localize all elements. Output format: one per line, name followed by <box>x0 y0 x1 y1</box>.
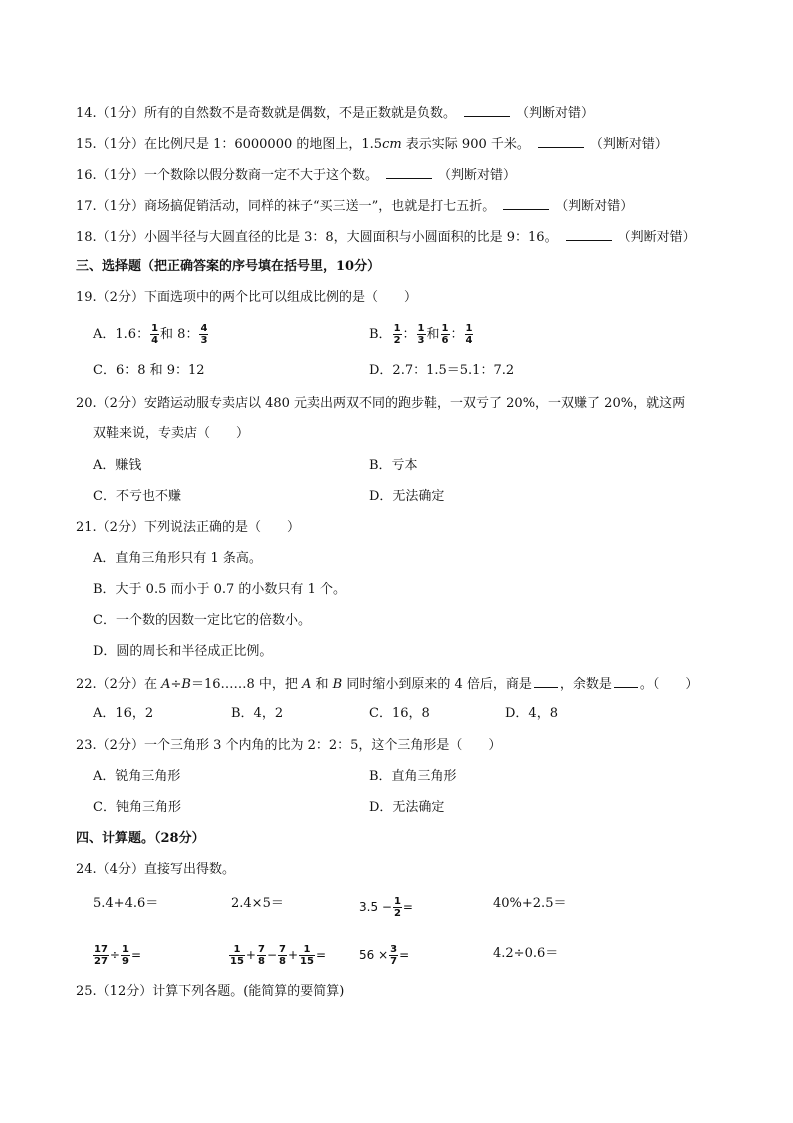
denominator: 8 <box>279 956 286 967</box>
remainder-blank[interactable] <box>614 675 638 688</box>
answer-blank[interactable] <box>566 228 612 241</box>
numerator: 1 <box>417 323 425 334</box>
fraction <box>299 944 315 967</box>
fraction <box>389 944 398 967</box>
question-text: 15.（1分）在比例尺是 1：6000000 的地图上，1.5 <box>76 137 383 152</box>
fraction <box>278 944 287 967</box>
question-text-tail: 表示实际 900 千米。 <box>401 137 530 152</box>
question-25: 25.（12分）计算下列各题。(能简算的要简算) <box>76 984 345 999</box>
option-20a[interactable]: A．赚钱 <box>93 458 142 473</box>
calc-item[interactable] <box>92 940 141 970</box>
colon: ： <box>450 327 464 342</box>
question-text: 17.（1分）商场搞促销活动，同样的袜子“买三送一”，也就是打七五折。 <box>76 199 496 214</box>
denominator: 3 <box>417 335 425 346</box>
numerator: 1 <box>393 896 401 907</box>
question-suffix: （判断对错） <box>555 199 634 214</box>
option-label: B． <box>369 327 392 342</box>
fraction <box>257 944 266 967</box>
question-text: 14.（1分）所有的自然数不是奇数就是偶数，不是正数就是负数。 <box>76 106 456 121</box>
question-text: 同时缩小到原来的 4 倍后，商是 <box>342 677 532 692</box>
option-19a[interactable] <box>93 320 209 350</box>
option-22c[interactable]: C．16，8 <box>369 706 430 721</box>
question-suffix: （判断对错） <box>617 230 696 245</box>
fraction <box>229 944 245 967</box>
calc-item[interactable] <box>228 940 326 970</box>
question-22 <box>76 675 698 693</box>
numerator: 1 <box>441 323 449 334</box>
answer-blank[interactable] <box>464 104 510 117</box>
option-label: A．1.6： <box>93 327 150 342</box>
denominator: 6 <box>441 335 449 346</box>
denominator: 2 <box>393 908 401 919</box>
operator: ÷ <box>109 948 120 962</box>
fraction <box>393 323 402 346</box>
option-mid: 和 <box>426 327 440 342</box>
numerator: 1 <box>121 944 129 955</box>
denominator: 2 <box>393 335 401 346</box>
option-23a[interactable]: A．锐角三角形 <box>93 769 181 784</box>
question-text: 。（ ） <box>639 677 699 692</box>
question-text: 16.（1分）一个数除以假分数商一定不大于这个数。 <box>76 168 378 183</box>
answer-blank[interactable] <box>386 166 432 179</box>
option-21c[interactable]: C．一个数的因数一定比它的倍数小。 <box>93 613 311 628</box>
equals-sign: = <box>399 948 410 962</box>
numerator: 1 <box>151 323 159 334</box>
option-21b[interactable]: B．大于 0.5 而小于 0.7 的小数只有 1 个。 <box>93 582 346 597</box>
denominator: 7 <box>390 956 398 967</box>
divide-sign: ÷ <box>170 677 182 692</box>
option-23b[interactable]: B．直角三角形 <box>369 769 457 784</box>
question-23: 23.（2分）一个三角形 3 个内角的比为 2：2：5，这个三角形是（ ） <box>76 738 502 753</box>
calc-item[interactable]: 2.4×5＝ <box>231 896 284 911</box>
denominator: 4 <box>465 335 473 346</box>
calc-item[interactable] <box>359 940 409 970</box>
option-19d[interactable]: D．2.7：1.5＝5.1：7.2 <box>369 363 515 378</box>
numerator: 1 <box>393 323 401 334</box>
question-20-line1: 20.（2分）安踏运动服专卖店以 480 元卖出两双不同的跑步鞋，一双亏了 20%，一双赚了 20%，就这两 <box>76 396 686 411</box>
option-22d[interactable]: D．4，8 <box>505 706 558 721</box>
question-21: 21.（2分）下列说法正确的是（ ） <box>76 520 300 535</box>
question-18 <box>76 228 696 246</box>
calc-item[interactable]: 40%+2.5＝ <box>493 896 567 911</box>
expr-text: 56 × <box>359 948 389 962</box>
var-a: A <box>302 677 312 692</box>
option-20b[interactable]: B．亏本 <box>369 458 418 473</box>
option-19b[interactable] <box>369 320 474 350</box>
option-21a[interactable]: A．直角三角形只有 1 条高。 <box>93 551 262 566</box>
option-22a[interactable]: A．16，2 <box>93 706 154 721</box>
question-text: 18.（1分）小圆半径与大圆直径的比是 3：8，大圆面积与小圆面积的比是 9：16。 <box>76 230 558 245</box>
option-mid: 和 8： <box>160 327 199 342</box>
question-suffix: （判断对错） <box>437 168 516 183</box>
question-16 <box>76 166 516 184</box>
fraction <box>199 323 208 346</box>
option-22b[interactable]: B．4，2 <box>231 706 284 721</box>
fraction <box>150 323 159 346</box>
numerator: 7 <box>257 944 265 955</box>
calc-item[interactable] <box>359 892 413 922</box>
section-heading-choice: 三、选择题（把正确答案的序号填在括号里，10分） <box>76 259 381 274</box>
operator: − <box>266 948 278 962</box>
denominator: 9 <box>121 956 129 967</box>
numerator: 3 <box>390 944 398 955</box>
answer-blank[interactable] <box>503 197 549 210</box>
question-17 <box>76 197 633 215</box>
option-20d[interactable]: D．无法确定 <box>369 489 445 504</box>
numerator: 17 <box>94 944 108 955</box>
operator: + <box>287 948 299 962</box>
answer-blank[interactable] <box>538 135 584 148</box>
question-15 <box>76 135 668 153</box>
question-24: 24.（4分）直接写出得数。 <box>76 862 235 877</box>
denominator: 15 <box>230 956 244 967</box>
question-14 <box>76 104 594 122</box>
var-b: B <box>181 677 191 692</box>
option-23d[interactable]: D．无法确定 <box>369 800 445 815</box>
question-20-line2: 双鞋来说，专卖店（ ） <box>93 426 250 441</box>
var-b: B <box>332 677 343 692</box>
fraction <box>393 896 402 919</box>
numerator: 1 <box>229 944 245 956</box>
calc-item[interactable]: 5.4+4.6＝ <box>93 896 159 911</box>
option-21d[interactable]: D．圆的周长和半径成正比例。 <box>93 644 273 659</box>
question-text: 22.（2分）在 <box>76 677 162 692</box>
question-text: 和 <box>311 677 333 692</box>
numerator: 7 <box>279 944 286 955</box>
expr-text: 3.5 − <box>359 900 392 914</box>
question-suffix: （判断对错） <box>589 137 668 152</box>
var-a: A <box>161 677 171 692</box>
fraction <box>417 323 426 346</box>
denominator: 3 <box>200 335 208 346</box>
unit-cm: cm <box>382 137 402 152</box>
section-heading-calc: 四、计算题。（28分） <box>76 831 205 846</box>
fraction <box>465 323 474 346</box>
option-23c[interactable]: C．钝角三角形 <box>93 800 181 815</box>
equals-sign: = <box>130 948 142 962</box>
colon: ： <box>402 327 416 342</box>
equals-sign: = <box>315 948 327 962</box>
denominator: 15 <box>300 956 314 967</box>
denominator: 27 <box>94 956 108 967</box>
quotient-blank[interactable] <box>534 675 558 688</box>
question-19: 19.（2分）下面选项中的两个比可以组成比例的是（ ） <box>76 290 417 305</box>
question-suffix: （判断对错） <box>515 106 594 121</box>
question-text: ，余数是 <box>559 677 612 692</box>
numerator: 1 <box>465 323 473 334</box>
numerator: 4 <box>200 323 208 334</box>
question-text: ＝16……8 中，把 <box>190 677 303 692</box>
option-20c[interactable]: C．不亏也不赚 <box>93 489 181 504</box>
numerator: 1 <box>299 944 315 956</box>
denominator: 8 <box>257 956 265 967</box>
equals-sign: = <box>402 900 413 914</box>
operator: + <box>245 948 256 962</box>
option-19c[interactable]: C．6：8 和 9：12 <box>93 363 205 378</box>
fraction <box>93 944 109 967</box>
denominator: 4 <box>151 335 159 346</box>
calc-item[interactable]: 4.2÷0.6＝ <box>493 946 559 961</box>
fraction <box>121 944 130 967</box>
fraction <box>441 323 450 346</box>
